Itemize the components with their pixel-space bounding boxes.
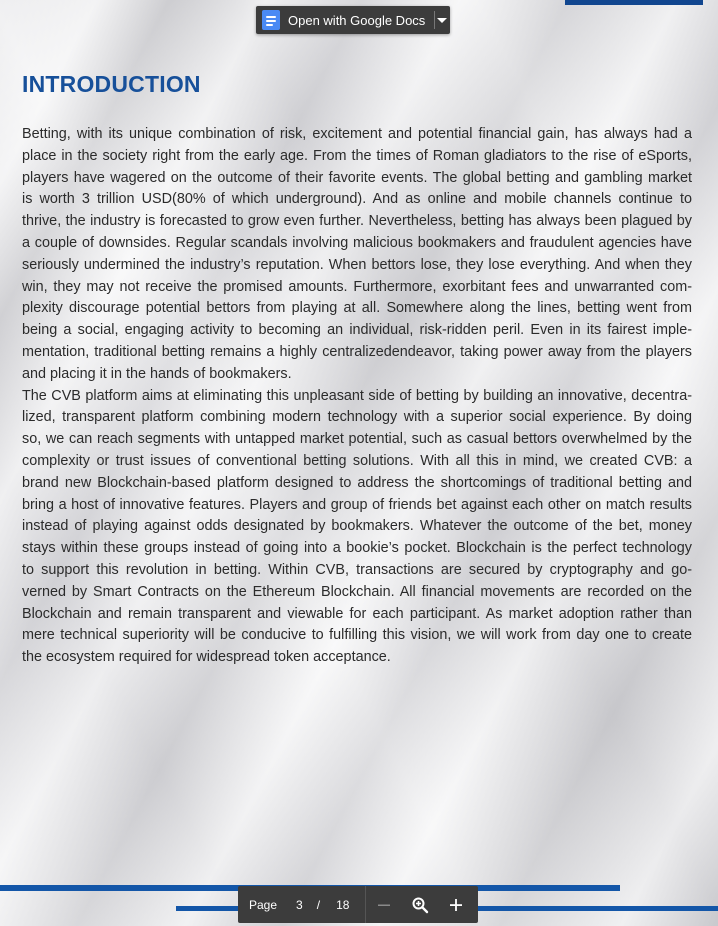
text-line: complexity or trust issues of conventional betting solutions. With all this in mind, we created CVB: a	[22, 452, 692, 469]
text-line: Betting, with its unique combination of risk, excitement and potential financial gain, has always had a	[22, 126, 692, 142]
text-line: The CVB platform aims at eliminating this unpleasant side of betting by building an innovative, decentra-	[22, 387, 692, 404]
minus-icon	[377, 898, 391, 912]
text-line: plexity discourage potential bettors from playing at all. Somewhere along the lines, betting went from	[22, 300, 692, 317]
text-line: mentation, traditional betting remains a highly centralizedendeavor, taking power away from the players	[22, 343, 692, 360]
text-line: instead of playing against odds designated by bookmakers. Whatever the outcome of the bet, money	[22, 518, 692, 535]
google-docs-icon	[262, 10, 280, 30]
text-line: the ecosystem required for widespread token acceptance.	[22, 649, 391, 666]
text-line: bring a host of innovative features. Players and group of friends bet against each other on match results	[22, 496, 692, 513]
plus-icon	[449, 898, 463, 912]
text-line: Blockchain and remain transparent and viewable for each participant. As market adoption rather than	[22, 605, 692, 622]
text-line: players have wagered on the outcome of their favorite events. The global betting and gambling market	[22, 169, 692, 186]
text-line: stays within these groups instead of going into a bookie’s pocket. Blockchain is the perfect technology	[22, 540, 692, 557]
text-line: and placing it in the hands of bookmakers.	[22, 365, 292, 382]
open-with-dropdown-button[interactable]	[435, 6, 450, 34]
text-line: place in the society right from the early age. From the times of Roman gladiators to the rise of eSports,	[22, 147, 692, 164]
page-toolbar	[238, 886, 478, 923]
magnifier-zoom-icon	[411, 896, 429, 914]
text-line: seriously undermined the industry’s reputation. When bettors lose, they lose everything. And when they	[22, 256, 692, 273]
caret-down-icon	[437, 18, 447, 23]
text-line: win, they may not receive the promised amounts. Furthermore, exorbitant fees and unwarranted com-	[22, 278, 692, 295]
open-with-google-docs-button[interactable]	[256, 6, 450, 34]
page-separator: /	[316, 897, 321, 912]
open-with-label: Open with Google Docs	[288, 12, 426, 28]
zoom-button[interactable]	[402, 886, 438, 923]
current-page-number[interactable]: 3	[296, 897, 303, 912]
text-line: to support this revolution in betting. Within CVB, transactions are secured by cryptography and go-	[22, 561, 692, 578]
page-label: Page	[249, 897, 278, 912]
text-line: lized, transparent platform combining modern technology with a superior social experience. By doing	[22, 409, 692, 426]
text-line: verned by Smart Contracts on the Ethereum Blockchain. All financial movements are recorded on the	[22, 583, 692, 600]
text-line: being a social, engaging activity to becoming an individual, risk-ridden peril. Even in its fairest imple-	[22, 322, 692, 339]
text-line: a couple of downsides. Regular scandals involving malicious bookmakers and fraudulent agencies have	[22, 234, 692, 251]
body-text	[22, 124, 692, 669]
zoom-out-button[interactable]	[366, 886, 402, 923]
text-line: mere technical superiority will be conducive to fulfilling this vision, we will work from day one to create	[22, 627, 692, 644]
text-line: is worth 3 trillion USD(80% of which underground). And as online and mobile channels continue to	[22, 191, 692, 208]
text-line: brand new Blockchain-based platform designed to address the shortcomings of traditional betting and	[22, 474, 692, 491]
zoom-in-button[interactable]	[438, 886, 474, 923]
section-heading: INTRODUCTION	[22, 71, 201, 97]
text-line: thrive, the industry is forecasted to grow even further. Nevertheless, betting has always been plagued by	[22, 213, 692, 230]
text-line: so, we can reach segments with untapped market potential, such as casual bettors overwhelmed by the	[22, 431, 692, 448]
total-pages: 18	[336, 897, 350, 912]
top-accent-bar	[565, 0, 703, 5]
